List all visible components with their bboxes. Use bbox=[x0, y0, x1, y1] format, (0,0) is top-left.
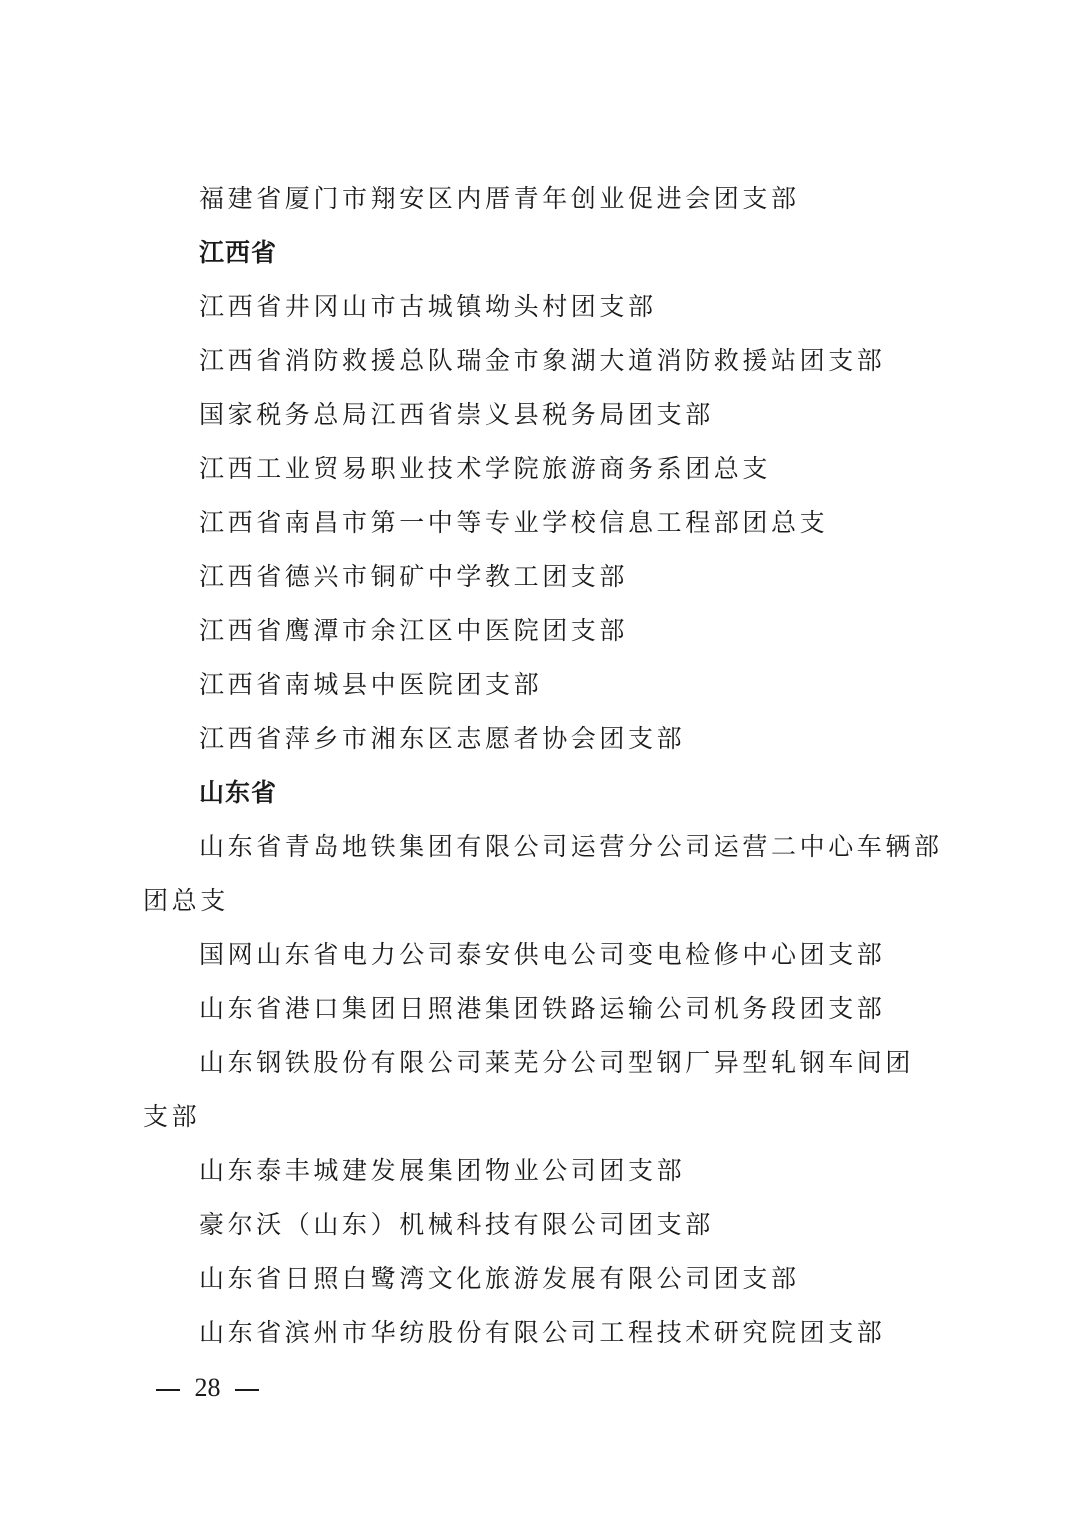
list-item-continuation: 支部 bbox=[143, 1102, 201, 1131]
list-item: 江西省消防救援总队瑞金市象湖大道消防救援站团支部 bbox=[199, 346, 886, 375]
list-item: 山东省滨州市华纺股份有限公司工程技术研究院团支部 bbox=[199, 1318, 886, 1347]
section-heading-shandong: 山东省 bbox=[199, 778, 278, 807]
page-number bbox=[148, 1368, 267, 1408]
list-item-continuation: 团总支 bbox=[143, 886, 229, 915]
list-item: 山东省港口集团日照港集团铁路运输公司机务段团支部 bbox=[199, 994, 886, 1023]
page-number-value: 28 bbox=[194, 1373, 221, 1402]
list-item: 江西省鹰潭市余江区中医院团支部 bbox=[199, 616, 629, 645]
list-item: 山东泰丰城建发展集团物业公司团支部 bbox=[199, 1156, 686, 1185]
list-item: 江西省德兴市铜矿中学教工团支部 bbox=[199, 562, 629, 591]
dash-left bbox=[156, 1389, 180, 1391]
list-item: 山东省青岛地铁集团有限公司运营分公司运营二中心车辆部 bbox=[199, 832, 943, 861]
list-item: 国网山东省电力公司泰安供电公司变电检修中心团支部 bbox=[199, 940, 886, 969]
document-body bbox=[143, 172, 943, 1360]
list-item: 江西省井冈山市古城镇坳头村团支部 bbox=[199, 292, 657, 321]
list-item: 山东省日照白鹭湾文化旅游发展有限公司团支部 bbox=[199, 1264, 800, 1293]
list-item: 国家税务总局江西省崇义县税务局团支部 bbox=[199, 400, 714, 429]
list-item: 江西省南城县中医院团支部 bbox=[199, 670, 543, 699]
list-item: 福建省厦门市翔安区内厝青年创业促进会团支部 bbox=[199, 184, 800, 213]
list-item: 山东钢铁股份有限公司莱芜分公司型钢厂异型轧钢车间团 bbox=[199, 1048, 915, 1077]
list-item: 江西省南昌市第一中等专业学校信息工程部团总支 bbox=[199, 508, 829, 537]
list-item: 江西省萍乡市湘东区志愿者协会团支部 bbox=[199, 724, 686, 753]
list-item: 豪尔沃（山东）机械科技有限公司团支部 bbox=[199, 1210, 714, 1239]
dash-right bbox=[235, 1389, 259, 1391]
list-item: 江西工业贸易职业技术学院旅游商务系团总支 bbox=[199, 454, 772, 483]
section-heading-jiangxi: 江西省 bbox=[199, 238, 278, 267]
